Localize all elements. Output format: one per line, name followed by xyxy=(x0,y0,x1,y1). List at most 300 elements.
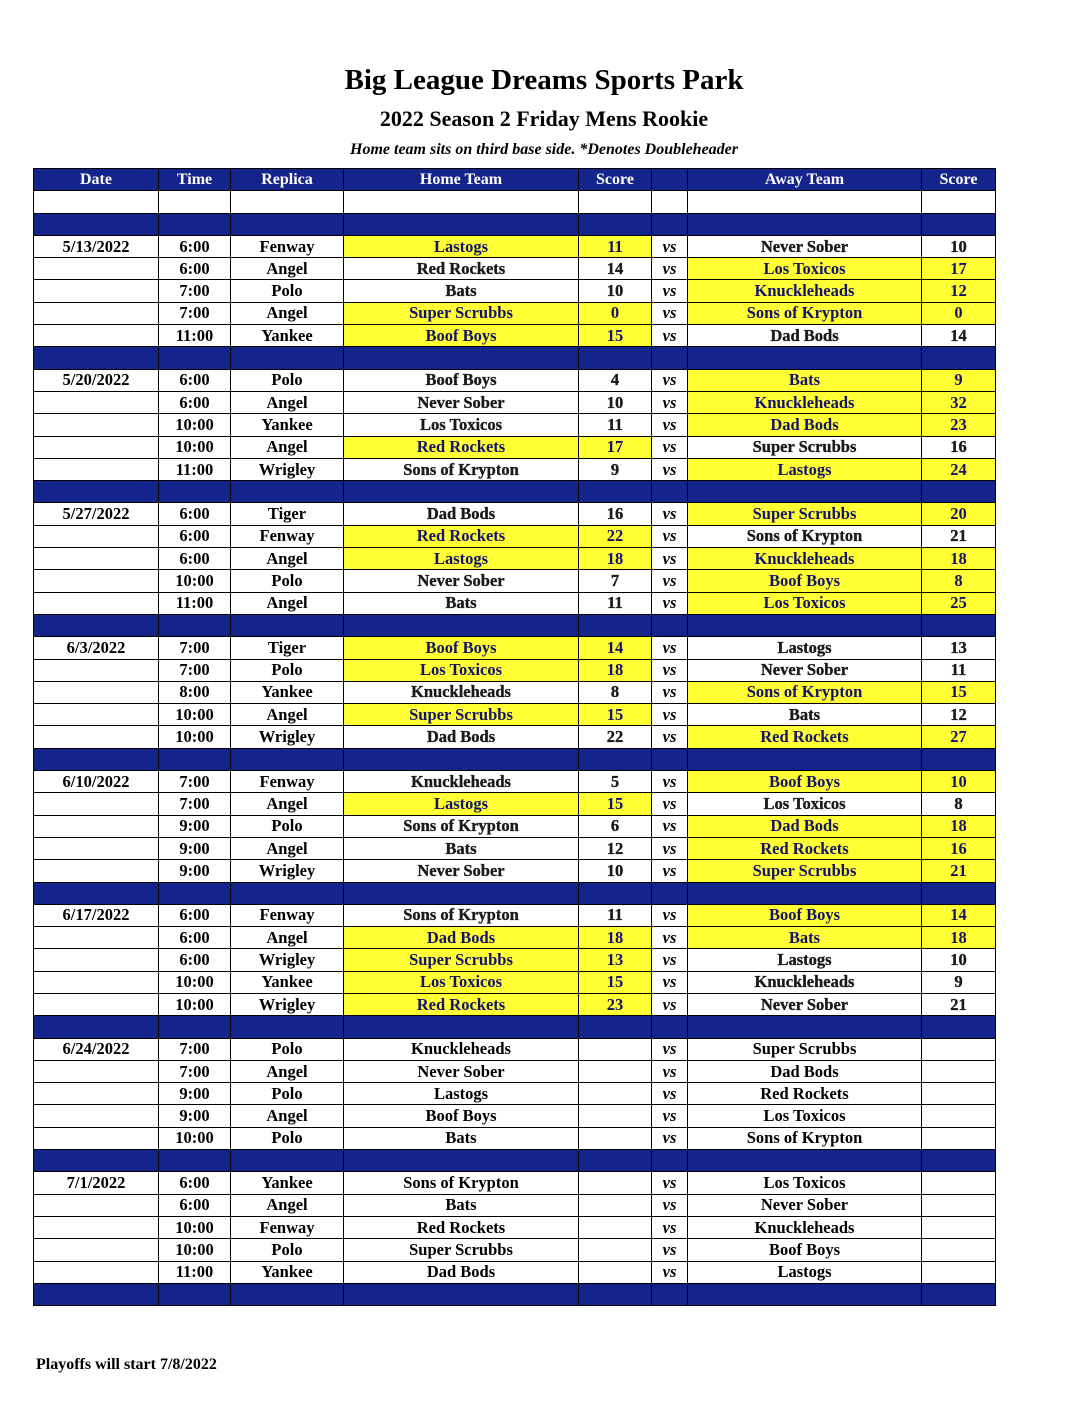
game-time: 10:00 xyxy=(159,1127,231,1149)
home-team: Sons of Krypton xyxy=(344,1172,579,1194)
home-team: Los Toxicos xyxy=(344,971,579,993)
game-row xyxy=(34,637,996,659)
separator-cell xyxy=(344,481,579,503)
away-team: Los Toxicos xyxy=(688,1105,922,1127)
away-score: 32 xyxy=(922,391,996,413)
week-separator-row xyxy=(34,748,996,770)
away-score: 25 xyxy=(922,592,996,614)
game-row xyxy=(34,302,996,324)
game-time: 7:00 xyxy=(159,659,231,681)
game-field: Fenway xyxy=(231,771,344,793)
away-team: Sons of Krypton xyxy=(688,681,922,703)
home-score: 18 xyxy=(579,548,652,570)
game-field: Angel xyxy=(231,258,344,280)
home-score: 7 xyxy=(579,570,652,592)
game-time: 6:00 xyxy=(159,391,231,413)
game-row xyxy=(34,391,996,413)
game-date xyxy=(34,1105,159,1127)
game-row xyxy=(34,1239,996,1261)
away-team: Knuckleheads xyxy=(688,548,922,570)
home-team: Dad Bods xyxy=(344,503,579,525)
game-date: 5/20/2022 xyxy=(34,369,159,391)
away-score xyxy=(922,1239,996,1261)
blank-cell xyxy=(344,191,579,213)
separator-cell xyxy=(231,1283,344,1305)
away-score: 18 xyxy=(922,815,996,837)
game-row xyxy=(34,681,996,703)
vs-label: vs xyxy=(652,503,688,525)
home-team: Knuckleheads xyxy=(344,771,579,793)
separator-cell xyxy=(34,748,159,770)
away-team: Sons of Krypton xyxy=(688,302,922,324)
home-team: Sons of Krypton xyxy=(344,815,579,837)
away-team: Los Toxicos xyxy=(688,592,922,614)
separator-cell xyxy=(344,347,579,369)
away-team: Super Scrubbs xyxy=(688,503,922,525)
away-score xyxy=(922,1194,996,1216)
home-team: Red Rockets xyxy=(344,436,579,458)
separator-cell xyxy=(159,481,231,503)
game-date xyxy=(34,391,159,413)
vs-label: vs xyxy=(652,1239,688,1261)
home-team: Super Scrubbs xyxy=(344,302,579,324)
separator-cell xyxy=(344,748,579,770)
away-score: 0 xyxy=(922,302,996,324)
vs-label: vs xyxy=(652,1038,688,1060)
away-team: Dad Bods xyxy=(688,325,922,347)
separator-cell xyxy=(579,748,652,770)
away-team: Dad Bods xyxy=(688,1060,922,1082)
separator-cell xyxy=(231,614,344,636)
separator-cell xyxy=(34,481,159,503)
game-time: 6:00 xyxy=(159,949,231,971)
separator-cell xyxy=(652,1150,688,1172)
game-field: Wrigley xyxy=(231,726,344,748)
game-field: Wrigley xyxy=(231,458,344,480)
away-score xyxy=(922,1127,996,1149)
game-date xyxy=(34,793,159,815)
vs-label: vs xyxy=(652,1083,688,1105)
game-date xyxy=(34,570,159,592)
home-team: Knuckleheads xyxy=(344,1038,579,1060)
home-score: 15 xyxy=(579,793,652,815)
game-row xyxy=(34,1172,996,1194)
game-row xyxy=(34,837,996,859)
separator-cell xyxy=(344,1150,579,1172)
game-date xyxy=(34,927,159,949)
game-time: 6:00 xyxy=(159,904,231,926)
home-score: 0 xyxy=(579,302,652,324)
separator-cell xyxy=(34,614,159,636)
game-date xyxy=(34,548,159,570)
separator-cell xyxy=(688,1016,922,1038)
home-score xyxy=(579,1060,652,1082)
separator-cell xyxy=(159,614,231,636)
game-date xyxy=(34,414,159,436)
separator-cell xyxy=(688,1150,922,1172)
home-score: 22 xyxy=(579,726,652,748)
game-time: 6:00 xyxy=(159,369,231,391)
game-date: 5/13/2022 xyxy=(34,235,159,257)
separator-cell xyxy=(34,1150,159,1172)
separator-cell xyxy=(579,213,652,235)
separator-cell xyxy=(231,748,344,770)
away-team: Los Toxicos xyxy=(688,258,922,280)
separator-cell xyxy=(688,1283,922,1305)
game-field: Angel xyxy=(231,1060,344,1082)
table-header-row xyxy=(34,169,996,191)
game-field: Polo xyxy=(231,1083,344,1105)
blank-cell xyxy=(231,191,344,213)
vs-label: vs xyxy=(652,771,688,793)
separator-cell xyxy=(231,1150,344,1172)
game-date xyxy=(34,1261,159,1283)
separator-cell xyxy=(344,614,579,636)
schedule-table xyxy=(33,168,996,1306)
home-score: 14 xyxy=(579,637,652,659)
home-team: Never Sober xyxy=(344,570,579,592)
home-team: Bats xyxy=(344,1127,579,1149)
separator-cell xyxy=(922,1016,996,1038)
col-header-vs xyxy=(652,169,688,191)
game-row xyxy=(34,1060,996,1082)
game-field: Polo xyxy=(231,280,344,302)
separator-cell xyxy=(922,213,996,235)
game-row xyxy=(34,258,996,280)
game-time: 9:00 xyxy=(159,1083,231,1105)
home-team: Boof Boys xyxy=(344,637,579,659)
away-team: Lastogs xyxy=(688,949,922,971)
home-team: Red Rockets xyxy=(344,258,579,280)
game-time: 10:00 xyxy=(159,436,231,458)
game-time: 6:00 xyxy=(159,258,231,280)
game-field: Yankee xyxy=(231,971,344,993)
home-team: Boof Boys xyxy=(344,325,579,347)
home-team: Never Sober xyxy=(344,391,579,413)
game-date xyxy=(34,949,159,971)
game-row xyxy=(34,1194,996,1216)
game-field: Polo xyxy=(231,1127,344,1149)
home-team: Lastogs xyxy=(344,793,579,815)
game-time: 10:00 xyxy=(159,726,231,748)
home-score: 10 xyxy=(579,860,652,882)
away-team: Bats xyxy=(688,927,922,949)
home-team: Bats xyxy=(344,592,579,614)
home-score: 12 xyxy=(579,837,652,859)
home-team: Bats xyxy=(344,837,579,859)
game-field: Wrigley xyxy=(231,949,344,971)
separator-cell xyxy=(688,347,922,369)
separator-cell xyxy=(579,882,652,904)
home-team: Super Scrubbs xyxy=(344,1239,579,1261)
away-team: Red Rockets xyxy=(688,837,922,859)
separator-cell xyxy=(652,347,688,369)
game-date: 5/27/2022 xyxy=(34,503,159,525)
game-row xyxy=(34,1127,996,1149)
game-field: Angel xyxy=(231,548,344,570)
game-time: 7:00 xyxy=(159,302,231,324)
separator-cell xyxy=(159,1150,231,1172)
game-row xyxy=(34,592,996,614)
away-team: Sons of Krypton xyxy=(688,525,922,547)
game-date xyxy=(34,1239,159,1261)
away-score: 9 xyxy=(922,971,996,993)
game-time: 7:00 xyxy=(159,771,231,793)
home-score xyxy=(579,1105,652,1127)
away-score: 10 xyxy=(922,771,996,793)
blank-cell xyxy=(579,191,652,213)
home-team: Red Rockets xyxy=(344,525,579,547)
home-score: 15 xyxy=(579,971,652,993)
game-time: 9:00 xyxy=(159,837,231,859)
col-header-replica: Replica xyxy=(231,169,344,191)
separator-cell xyxy=(159,347,231,369)
game-field: Angel xyxy=(231,927,344,949)
separator-cell xyxy=(688,213,922,235)
playoffs-note: Playoffs will start 7/8/2022 xyxy=(36,1356,217,1373)
game-row xyxy=(34,659,996,681)
away-team: Super Scrubbs xyxy=(688,1038,922,1060)
col-header-away-team: Away Team xyxy=(688,169,922,191)
game-row xyxy=(34,771,996,793)
separator-cell xyxy=(922,347,996,369)
game-date: 6/10/2022 xyxy=(34,771,159,793)
game-field: Angel xyxy=(231,592,344,614)
away-team: Boof Boys xyxy=(688,771,922,793)
game-row xyxy=(34,436,996,458)
game-field: Angel xyxy=(231,302,344,324)
away-score xyxy=(922,1083,996,1105)
separator-cell xyxy=(34,1016,159,1038)
away-team: Knuckleheads xyxy=(688,280,922,302)
game-field: Fenway xyxy=(231,235,344,257)
away-score: 24 xyxy=(922,458,996,480)
separator-cell xyxy=(231,347,344,369)
vs-label: vs xyxy=(652,302,688,324)
game-field: Polo xyxy=(231,369,344,391)
game-field: Angel xyxy=(231,436,344,458)
separator-cell xyxy=(344,1283,579,1305)
home-score: 13 xyxy=(579,949,652,971)
vs-label: vs xyxy=(652,726,688,748)
page-subtitle: 2022 Season 2 Friday Mens Rookie xyxy=(379,106,709,131)
game-field: Yankee xyxy=(231,681,344,703)
game-time: 10:00 xyxy=(159,414,231,436)
vs-label: vs xyxy=(652,258,688,280)
vs-label: vs xyxy=(652,681,688,703)
game-field: Polo xyxy=(231,1038,344,1060)
home-team: Lastogs xyxy=(344,1083,579,1105)
game-time: 10:00 xyxy=(159,570,231,592)
separator-cell xyxy=(34,1283,159,1305)
col-header-away-score: Score xyxy=(922,169,996,191)
col-header-time: Time xyxy=(159,169,231,191)
away-team: Knuckleheads xyxy=(688,971,922,993)
game-field: Tiger xyxy=(231,637,344,659)
game-date xyxy=(34,815,159,837)
away-team: Never Sober xyxy=(688,659,922,681)
home-score: 10 xyxy=(579,391,652,413)
vs-label: vs xyxy=(652,704,688,726)
separator-cell xyxy=(579,1283,652,1305)
game-field: Polo xyxy=(231,1239,344,1261)
home-score: 14 xyxy=(579,258,652,280)
game-row xyxy=(34,458,996,480)
home-team: Red Rockets xyxy=(344,993,579,1015)
home-score: 5 xyxy=(579,771,652,793)
away-score: 18 xyxy=(922,548,996,570)
home-score xyxy=(579,1216,652,1238)
game-row xyxy=(34,815,996,837)
game-date xyxy=(34,280,159,302)
home-team: Los Toxicos xyxy=(344,659,579,681)
away-team: Super Scrubbs xyxy=(688,860,922,882)
game-time: 6:00 xyxy=(159,1194,231,1216)
game-time: 6:00 xyxy=(159,1172,231,1194)
game-row xyxy=(34,1105,996,1127)
game-date xyxy=(34,860,159,882)
separator-cell xyxy=(231,213,344,235)
away-team: Los Toxicos xyxy=(688,793,922,815)
game-date: 7/1/2022 xyxy=(34,1172,159,1194)
home-score xyxy=(579,1194,652,1216)
separator-cell xyxy=(231,882,344,904)
separator-cell xyxy=(922,748,996,770)
game-row xyxy=(34,548,996,570)
game-time: 9:00 xyxy=(159,1105,231,1127)
home-team: Dad Bods xyxy=(344,726,579,748)
home-team: Sons of Krypton xyxy=(344,458,579,480)
home-team: Bats xyxy=(344,1194,579,1216)
vs-label: vs xyxy=(652,570,688,592)
away-score: 16 xyxy=(922,436,996,458)
game-time: 11:00 xyxy=(159,1261,231,1283)
away-score: 18 xyxy=(922,927,996,949)
home-score xyxy=(579,1127,652,1149)
home-score xyxy=(579,1239,652,1261)
week-separator-row xyxy=(34,347,996,369)
game-row xyxy=(34,570,996,592)
game-time: 7:00 xyxy=(159,1038,231,1060)
separator-cell xyxy=(652,1016,688,1038)
schedule-body xyxy=(34,191,996,1306)
col-header-home-score: Score xyxy=(579,169,652,191)
home-score: 17 xyxy=(579,436,652,458)
vs-label: vs xyxy=(652,592,688,614)
game-time: 10:00 xyxy=(159,971,231,993)
game-row xyxy=(34,525,996,547)
away-team: Los Toxicos xyxy=(688,1172,922,1194)
game-date xyxy=(34,1127,159,1149)
home-score: 16 xyxy=(579,503,652,525)
game-row xyxy=(34,860,996,882)
game-field: Angel xyxy=(231,1194,344,1216)
week-separator-row xyxy=(34,481,996,503)
vs-label: vs xyxy=(652,1261,688,1283)
separator-cell xyxy=(231,1016,344,1038)
away-score: 21 xyxy=(922,525,996,547)
separator-cell xyxy=(579,347,652,369)
separator-cell xyxy=(922,1283,996,1305)
home-team: Super Scrubbs xyxy=(344,704,579,726)
game-row xyxy=(34,369,996,391)
home-score: 4 xyxy=(579,369,652,391)
away-team: Super Scrubbs xyxy=(688,436,922,458)
separator-cell xyxy=(579,1016,652,1038)
separator-cell xyxy=(688,882,922,904)
col-header-home-team: Home Team xyxy=(344,169,579,191)
game-field: Fenway xyxy=(231,1216,344,1238)
separator-cell xyxy=(688,481,922,503)
away-score: 21 xyxy=(922,993,996,1015)
vs-label: vs xyxy=(652,815,688,837)
home-score xyxy=(579,1261,652,1283)
game-time: 7:00 xyxy=(159,1060,231,1082)
vs-label: vs xyxy=(652,971,688,993)
home-team: Bats xyxy=(344,280,579,302)
game-row xyxy=(34,726,996,748)
away-score: 12 xyxy=(922,280,996,302)
home-team: Never Sober xyxy=(344,1060,579,1082)
game-field: Yankee xyxy=(231,414,344,436)
game-field: Polo xyxy=(231,570,344,592)
vs-label: vs xyxy=(652,436,688,458)
separator-cell xyxy=(652,748,688,770)
away-team: Lastogs xyxy=(688,1261,922,1283)
vs-label: vs xyxy=(652,837,688,859)
vs-label: vs xyxy=(652,1127,688,1149)
separator-cell xyxy=(159,213,231,235)
game-row xyxy=(34,235,996,257)
vs-label: vs xyxy=(652,414,688,436)
game-time: 6:00 xyxy=(159,548,231,570)
vs-label: vs xyxy=(652,927,688,949)
away-team: Boof Boys xyxy=(688,570,922,592)
game-date xyxy=(34,704,159,726)
game-field: Wrigley xyxy=(231,993,344,1015)
away-team: Boof Boys xyxy=(688,1239,922,1261)
vs-label: vs xyxy=(652,1216,688,1238)
away-score: 23 xyxy=(922,414,996,436)
separator-cell xyxy=(344,213,579,235)
game-row xyxy=(34,927,996,949)
game-row xyxy=(34,325,996,347)
home-score xyxy=(579,1083,652,1105)
week-separator-row xyxy=(34,614,996,636)
vs-label: vs xyxy=(652,369,688,391)
game-time: 10:00 xyxy=(159,993,231,1015)
home-score: 6 xyxy=(579,815,652,837)
vs-label: vs xyxy=(652,793,688,815)
vs-label: vs xyxy=(652,949,688,971)
home-team: Knuckleheads xyxy=(344,681,579,703)
game-date xyxy=(34,1194,159,1216)
game-date xyxy=(34,1060,159,1082)
separator-cell xyxy=(231,481,344,503)
vs-label: vs xyxy=(652,548,688,570)
game-row xyxy=(34,704,996,726)
away-team: Bats xyxy=(688,704,922,726)
away-team: Boof Boys xyxy=(688,904,922,926)
home-score: 22 xyxy=(579,525,652,547)
home-score: 8 xyxy=(579,681,652,703)
game-time: 7:00 xyxy=(159,280,231,302)
game-field: Fenway xyxy=(231,904,344,926)
away-score: 27 xyxy=(922,726,996,748)
away-score: 8 xyxy=(922,793,996,815)
away-team: Knuckleheads xyxy=(688,1216,922,1238)
separator-cell xyxy=(159,882,231,904)
